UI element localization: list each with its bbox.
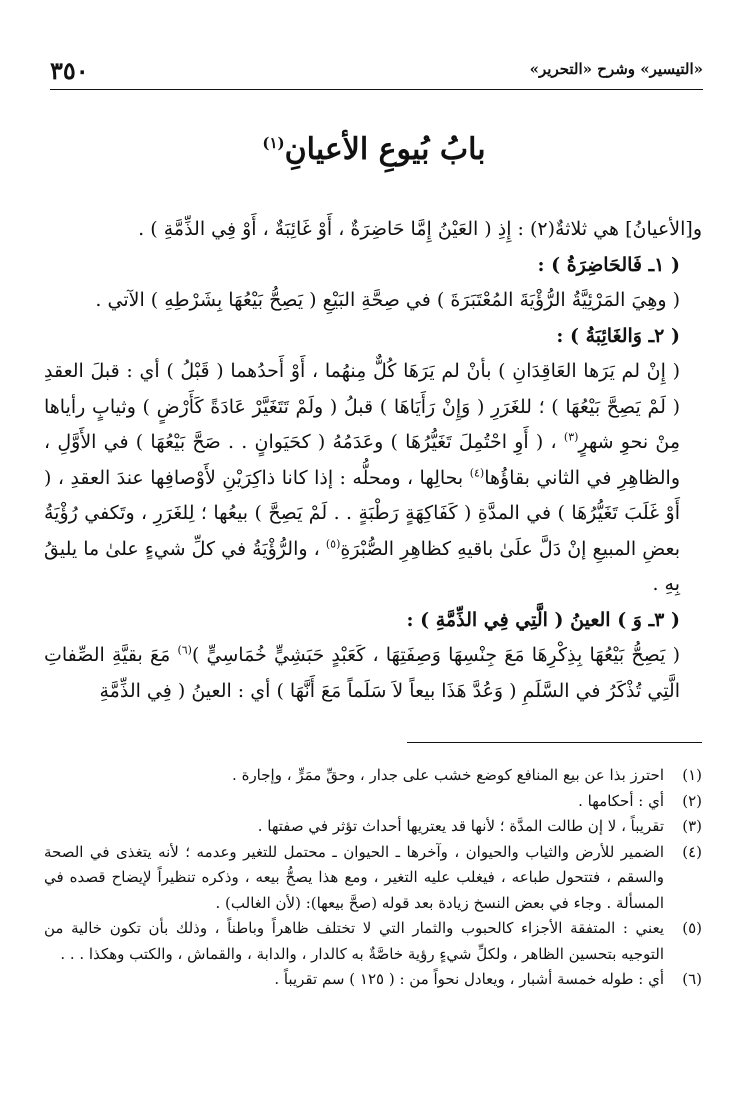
footnote-text: يعني : المتفقة الأجزاء كالحبوب والثمار التي لا تختلف ظاهراً وباطناً ، وذلك بأن تكون خالية من التوجيه بتحسين الظاهر ، ولكلِّ شيءٍ رؤية خاصَّةٌ به كالدار ، والدابة ، والقماش ، والكتب وهكذا . . . (44, 919, 664, 963)
section-heading-absent: ( ٢ـ وَالغَائِبَةُ ) : (556, 324, 680, 347)
section-heading-present: ( ١ـ فَالحَاضِرَةُ ) : (537, 253, 680, 276)
footnote-number: (٦) (682, 970, 702, 988)
footnote-text: أي : أحكامها . (578, 791, 664, 810)
footnote-number: (٤) (682, 842, 702, 861)
paragraph-present: ( وهِيَ المَرْئِيَّةُ الرُّؤْيَةَ المُعْتَبَرَةَ ) في صِحَّةِ البَيْعِ ( يَصِحُّ بَيْعُهَا بِشَرْطِهِ ) الآتي . (95, 289, 680, 311)
chapter-title-text: بابُ بُيوعِ الأعيانِ (284, 132, 486, 167)
section-heading-liability: ( ٣ـ وَ ) العينُ ( الَّتِي فِي الذِّمَّةِ ) : (406, 608, 680, 631)
footnote-text: الضمير للأرض والثياب والحيوان ، وآخرها ـ الحيوان ـ محتمل للتغير وعدمه ؛ لأنه يتغذى في الصحة والسقم ، فتتحول طباعه ، فيغلب عليه التغير ، ومع هذا يصحُّ بيعه ، وذكره تنظيراً لإيضاح قصده في المسألة . وجاء في بعض النسخ زيادة بعد قوله (صحَّ بيعها): (لأن الغالب) . (44, 842, 664, 912)
paragraph-liability (44, 638, 702, 709)
footnote-number: (٣) (682, 817, 702, 835)
footnote (44, 840, 702, 917)
footnote-text: تقريباً ، لا إن طالت المدَّة ؛ لأنها قد يعتريها أحداث تؤثر في صفتها . (257, 817, 664, 835)
paragraph-absent-part4: ، والرُّؤْيَةُ في كلِّ شيءٍ علىٰ ما يليقُ بِهِ . (44, 537, 680, 595)
footnote (44, 789, 702, 815)
header-divider (50, 89, 703, 90)
footnote-number: (٢) (682, 791, 702, 810)
footnote (44, 814, 702, 840)
paragraph-absent-part3: بحالِها ، ومحلُّه : إذا كانا ذاكِرَيْنِ لأَوْصافِها عندَ العقدِ ، ( أَوْ غَلَبَ تَغَيُّرُهَا ) في المدَّةِ ( كَفَاكِهَةٍ رَطْبَةٍ . . لَمْ يَصِحَّ ) بيعُها ؛ لِلغَرَرِ ، وتَكفي رُؤْيَةُ بعضِ المبيعِ إنْ دَلَّ علَىٰ باقيهِ كظاهِرِ الصُّبْرَةِ (44, 466, 680, 560)
footnote (44, 763, 702, 789)
page-number: ٣٥٠ (50, 56, 89, 85)
footnote (44, 967, 702, 993)
paragraph-absent (44, 354, 702, 603)
footnote-text: احترز بذا عن بيع المنافع كوضع خشب على جدار ، وحقِّ ممَرٍّ ، وإجارة . (232, 766, 664, 784)
footnote-ref-4: (٤) (469, 466, 485, 480)
footnote-text: أي : طوله خمسة أشبار ، ويعادل نحواً من : ( ١٢٥ ) سم تقريباً . (274, 970, 664, 988)
paragraph-liability-part2: مَعَ بقيَّةِ الصِّفاتِ الَّتِي تُذْكَرُ في السَّلَمِ ( وَعُدَّ هَذَا بيعاً لاَ سَلَماً مَعَ أَنَّهَا ) أي : العينُ ( فِي الذِّمَّةِ (44, 644, 680, 702)
paragraph-absent-part1: ( إِنْ لم يَرَها العَاقِدَانِ ) بأنْ لم يَرَهَا كُلٌّ مِنهُما ، أَوْ أَحدُهما ( قَبْلُ ) أي : قبلَ العقدِ ( لَمْ يَصِحَّ بَيْعُهَا ) ؛ للغَرَرِ ( وَإِنْ رَأَيَاهَا ) قبلُ ( ولَمْ تَتَغَيَّرْ عَادَةً كَأَرْضٍ ) وثيابٍ رأياها مِنْ نحوِ شهرٍ (44, 360, 681, 453)
footnote-divider (407, 742, 702, 743)
paragraph-intro: و[الأعيانُ] هي ثلاثةٌ(٢) : إِذِ ( العَيْنُ إِمَّا حَاضِرَةٌ ، أَوْ غَائِبَةٌ ، أَوْ فِي الذِّمَّةِ ) . (138, 218, 702, 240)
footnotes (44, 763, 702, 993)
paragraph-liability-part1: ( يَصِحُّ بَيْعُهَا بِذِكْرِهَا مَعَ جِنْسِهَا وَصِفَتِهَا ، كَعَبْدٍ حَبَشِيٍّ خُمَاسِيٍّ ) (191, 644, 680, 666)
paragraph-absent-part2: ، ( أَوِ احْتُمِلَ تَغَيُّرُهَا ) وعَدَمُهُ ( كحَيَوانٍ . . صَحَّ بَيْعُهَا ) في الأَوَّلِ ، والظاهِرِ في الثاني بقاؤُها (44, 431, 681, 489)
page-header (50, 56, 703, 86)
footnote-number: (١) (682, 766, 702, 784)
footnote-ref-3: (٣) (563, 430, 579, 444)
footnote-number: (٥) (682, 919, 702, 937)
main-text (44, 212, 702, 709)
footnote-ref-6: (٦) (177, 643, 192, 657)
running-title: «التيسير» وشرح «التحرير» (529, 60, 703, 78)
footnote-ref-1: (١) (262, 134, 285, 152)
footnote-ref-5: (٥) (325, 537, 341, 551)
chapter-title (0, 132, 748, 167)
footnote (44, 916, 702, 967)
